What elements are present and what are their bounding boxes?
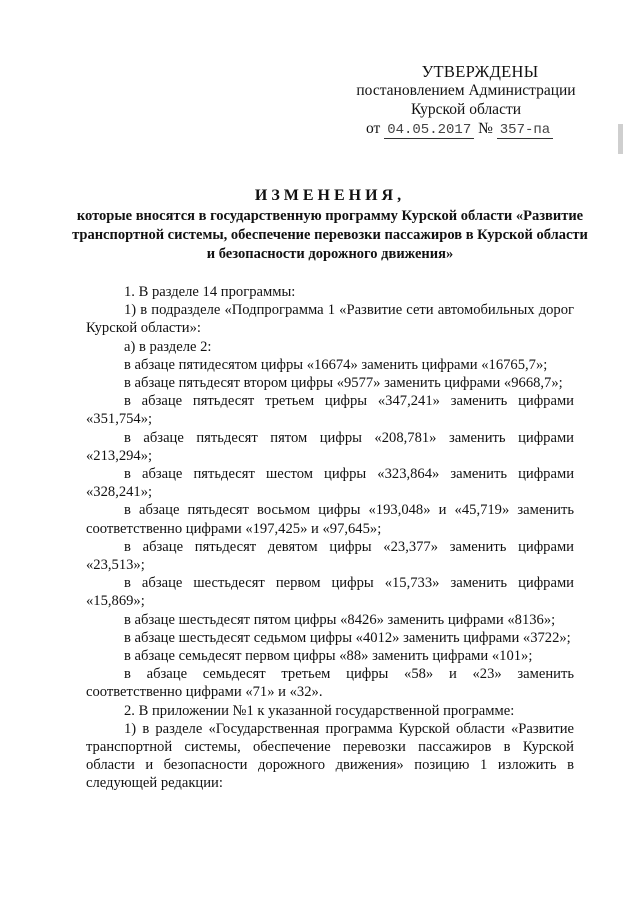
paragraph: в абзаце шестьдесят первом цифры «15,733» заменить цифрами «15,869»; [86, 575, 574, 610]
paragraph: 1) в разделе «Государственная программа Курской области «Развитие транспортной системы, обеспечение перевозки пассажиров в Курской области и безопасности дорожного движения» позицию 1 изложить в следующей редакции: [86, 720, 574, 792]
paragraph: 1. В разделе 14 программы: [124, 284, 296, 300]
approval-title: УТВЕРЖДЕНЫ [421, 62, 539, 81]
number-prefix: № [478, 120, 493, 137]
paragraph: в абзаце семьдесят первом цифры «88» заменить цифрами «101»; [124, 648, 533, 665]
approval-date-row [346, 119, 586, 140]
heading-title: ИЗМЕНЕНИЯ, [254, 187, 406, 204]
paragraph: 2. В приложении №1 к указанной государственной программе: [124, 702, 515, 719]
approval-stamp [346, 62, 586, 140]
paragraph: в абзаце пятьдесят втором цифры «9577» заменить цифрами «9668,7»; [124, 375, 563, 392]
paragraph: в абзаце пятьдесят шестом цифры «323,864» заменить цифрами «328,241»; [86, 466, 574, 501]
paragraph: в абзаце пятьдесят пятом цифры «208,781» заменить цифрами «213,294»; [86, 429, 574, 464]
paragraph: в абзаце пятьдесят восьмом цифры «193,048» и «45,719» заменить соответственно цифрами «197,425» и «97,645»; [86, 502, 574, 537]
approval-line-decree: постановлением Администрации [356, 82, 576, 99]
document-heading [70, 186, 590, 264]
paragraph: а) в разделе 2: [124, 338, 212, 355]
paragraph: 1) в подразделе «Подпрограмма 1 «Развитие сети автомобильных дорог Курской области»: [86, 302, 574, 337]
date-prefix: от [366, 120, 381, 137]
scan-edge-mark [618, 124, 623, 154]
approval-number: 357-па [497, 122, 553, 139]
approval-line-region: Курской области [410, 101, 522, 118]
paragraph: в абзаце пятьдесят девятом цифры «23,377» заменить цифрами «23,513»; [86, 538, 574, 574]
approval-date: 04.05.2017 [384, 122, 474, 139]
paragraph: в абзаце пятьдесят третьем цифры «347,241» заменить цифрами «351,754»; [86, 393, 574, 428]
heading-subtitle: которые вносятся в государственную программу Курской области «Развитие транспортной системы, обеспечение перевозки пассажиров в Курской области и безопасности дорожного движения» [72, 208, 588, 262]
paragraph: в абзаце семьдесят третьем цифры «58» и «23» заменить соответственно цифрами «71» и «32». [86, 666, 574, 701]
paragraph: в абзаце шестьдесят пятом цифры «8426» заменить цифрами «8136»; [124, 611, 556, 628]
paragraph: в абзаце шестьдесят седьмом цифры «4012» заменить цифрами «3722»; [124, 629, 571, 646]
document-body [86, 283, 574, 793]
paragraph: в абзаце пятидесятом цифры «16674» заменить цифрами «16765,7»; [124, 356, 548, 373]
